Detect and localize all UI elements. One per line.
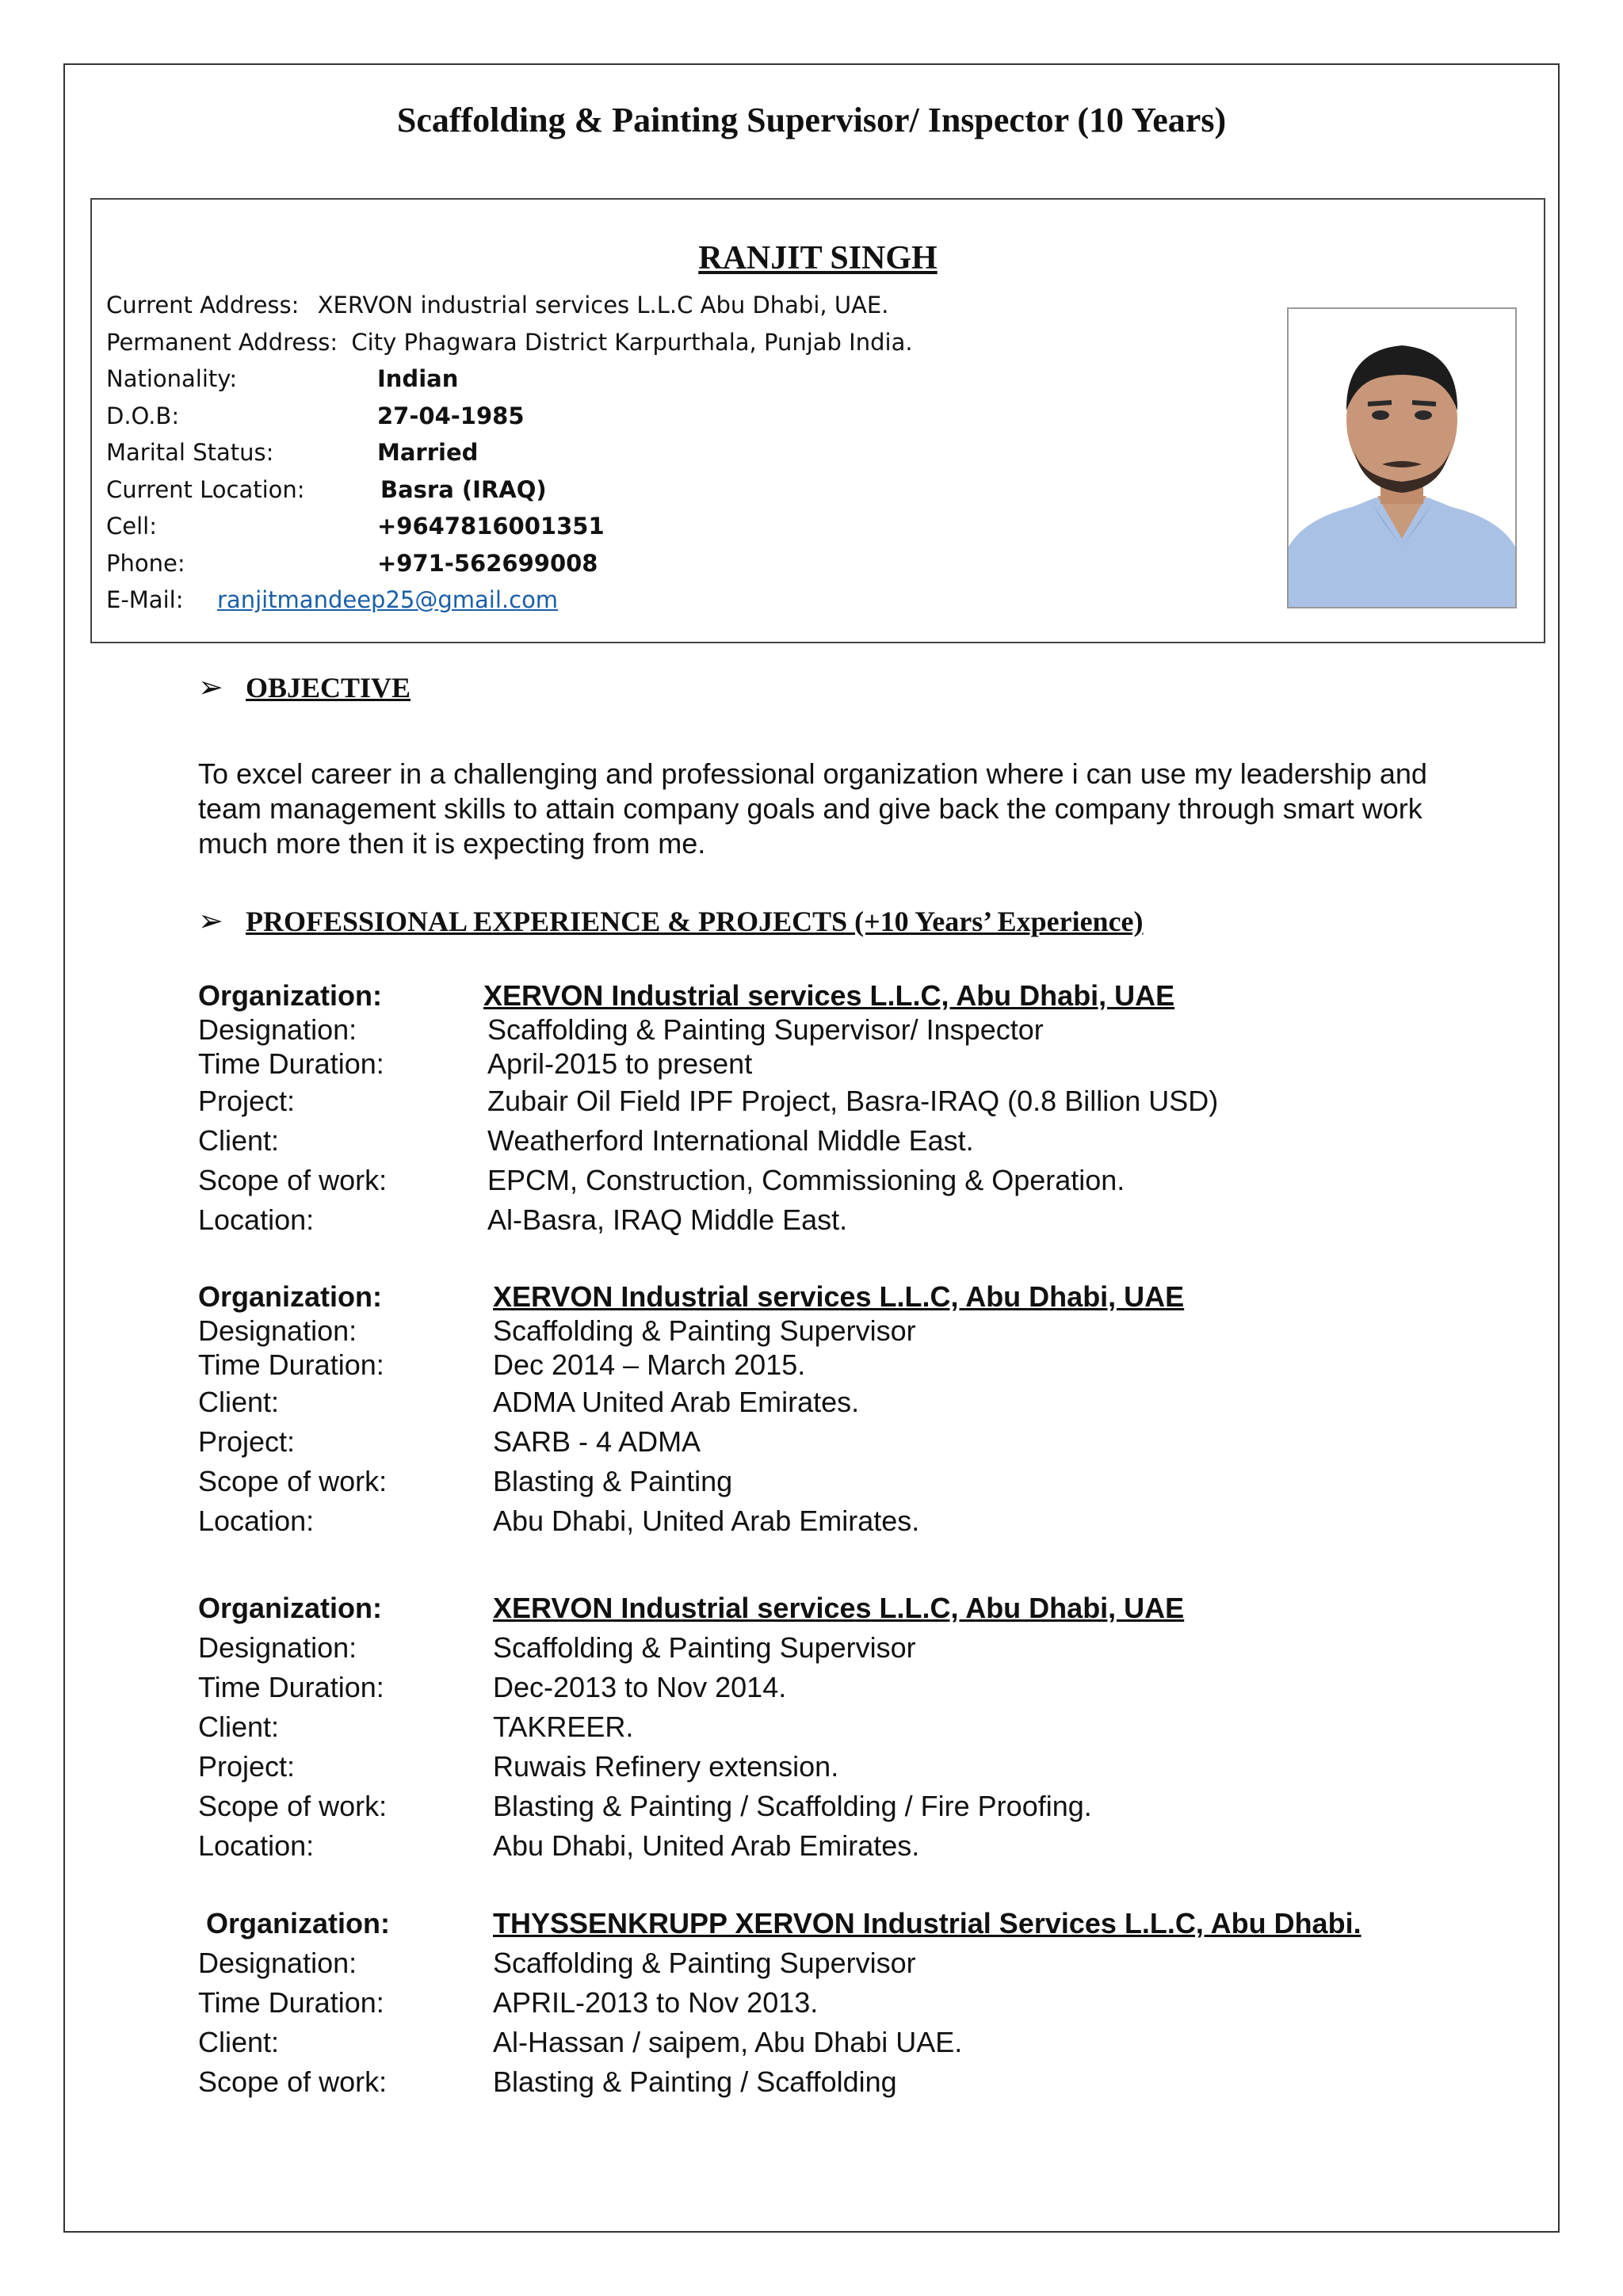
organization-row xyxy=(198,1280,1184,1314)
detail-row xyxy=(198,2062,1361,2102)
detail-value: Blasting & Painting / Scaffolding / Fire Proofing. xyxy=(493,1790,1092,1822)
detail-row xyxy=(198,1013,1218,1047)
phone-label: Phone: xyxy=(106,549,185,577)
email-row xyxy=(106,582,913,619)
organization-row xyxy=(198,978,1218,1013)
detail-label: Client: xyxy=(198,1124,280,1157)
detail-label: Scope of work: xyxy=(198,1164,388,1196)
detail-value: Weatherford International Middle East. xyxy=(487,1124,974,1157)
permanent-address-row xyxy=(106,324,913,361)
detail-value: Blasting & Painting xyxy=(493,1465,733,1497)
detail-row xyxy=(198,1422,1184,1462)
detail-value: Al-Hassan / saipem, Abu Dhabi UAE. xyxy=(493,2026,963,2058)
detail-label: Location: xyxy=(198,1203,315,1236)
detail-value: Zubair Oil Field IPF Project, Basra-IRAQ (0.8 Billion USD) xyxy=(487,1085,1219,1117)
current-address-row xyxy=(106,287,913,324)
detail-row xyxy=(198,1200,1218,1240)
permanent-address-label: Permanent Address: xyxy=(106,328,338,356)
permanent-address-value: City Phagwara District Karpurthala, Punjab India. xyxy=(351,328,913,356)
nationality-row xyxy=(106,360,913,398)
marital-status-row xyxy=(106,434,913,471)
organization-row xyxy=(198,1589,1184,1628)
detail-value: Scaffolding & Painting Supervisor/ Inspector xyxy=(487,1013,1044,1046)
nationality-label: Nationality: xyxy=(106,365,238,392)
detail-value: Dec-2013 to Nov 2014. xyxy=(493,1671,787,1703)
cell-label: Cell: xyxy=(106,513,157,540)
current-location-value: Basra (IRAQ) xyxy=(380,475,547,503)
detail-value: Abu Dhabi, United Arab Emirates. xyxy=(493,1829,920,1862)
profile-photo xyxy=(1287,307,1517,608)
dob-label: D.O.B: xyxy=(106,402,180,429)
detail-value: SARB - 4 ADMA xyxy=(493,1425,701,1458)
detail-label: Designation: xyxy=(198,1314,357,1347)
detail-label: Designation: xyxy=(198,1013,357,1046)
detail-row xyxy=(198,1668,1184,1707)
detail-row xyxy=(198,1628,1184,1668)
phone-value: +971-562699008 xyxy=(377,549,598,577)
detail-label: Scope of work: xyxy=(198,1465,388,1497)
detail-row xyxy=(198,2023,1361,2062)
document-title: Scaffolding & Painting Supervisor/ Inspector (10 Years) xyxy=(396,101,1227,139)
personal-info-box xyxy=(90,198,1545,643)
organization-value: XERVON Industrial services L.L.C, Abu Dhabi, UAE xyxy=(493,1280,1185,1313)
email-link[interactable]: ranjitmandeep25@gmail.com xyxy=(217,586,559,613)
detail-label: Time Duration: xyxy=(198,1348,384,1381)
phone-row xyxy=(106,545,913,582)
organization-row xyxy=(198,1904,1361,1943)
detail-value: EPCM, Construction, Commissioning & Operation. xyxy=(487,1164,1125,1196)
organization-label: Organization: xyxy=(198,979,382,1012)
detail-value: Scaffolding & Painting Supervisor xyxy=(493,1947,916,1979)
detail-label: Scope of work: xyxy=(198,1790,388,1822)
detail-value: TAKREER. xyxy=(493,1711,634,1743)
cell-value: +9647816001351 xyxy=(377,513,605,540)
organization-value: THYSSENKRUPP XERVON Industrial Services L.L.C, Abu Dhabi. xyxy=(493,1907,1361,1939)
detail-value: Scaffolding & Painting Supervisor xyxy=(493,1314,916,1347)
dob-row xyxy=(106,398,913,435)
cell-row xyxy=(106,508,913,545)
detail-value: Al-Basra, IRAQ Middle East. xyxy=(487,1203,848,1236)
profile-photo-portrait xyxy=(1289,309,1515,607)
detail-label: Project: xyxy=(198,1085,296,1117)
detail-row xyxy=(198,1121,1218,1161)
detail-label: Location: xyxy=(198,1505,315,1537)
experience-entry xyxy=(198,978,1218,1240)
detail-value: ADMA United Arab Emirates. xyxy=(493,1386,860,1418)
marital-status-value: Married xyxy=(377,439,479,466)
detail-label: Time Duration: xyxy=(198,1047,384,1080)
detail-row xyxy=(198,1787,1184,1826)
detail-row xyxy=(198,1501,1184,1541)
experience-entry xyxy=(198,1280,1184,1541)
detail-row xyxy=(198,1707,1184,1747)
arrow-bullet-icon: ➢ xyxy=(198,669,223,704)
detail-label: Time Duration: xyxy=(198,1671,384,1703)
experience-entry xyxy=(198,1904,1361,2102)
detail-value: Scaffolding & Painting Supervisor xyxy=(493,1631,916,1664)
email-label: E-Mail: xyxy=(106,586,184,613)
detail-row xyxy=(198,1983,1361,2023)
candidate-name: RANJIT SINGH xyxy=(698,240,938,277)
organization-value: XERVON Industrial services L.L.C, Abu Dhabi, UAE xyxy=(493,1592,1185,1624)
detail-row xyxy=(198,1161,1218,1200)
detail-row xyxy=(198,1383,1184,1422)
detail-label: Location: xyxy=(198,1829,315,1862)
detail-row xyxy=(198,1747,1184,1787)
detail-row xyxy=(198,1348,1184,1383)
organization-label: Organization: xyxy=(198,1592,382,1624)
detail-row xyxy=(198,1314,1184,1348)
marital-status-label: Marital Status: xyxy=(106,439,274,466)
detail-label: Scope of work: xyxy=(198,2065,388,2098)
detail-value: April-2015 to present xyxy=(487,1047,753,1080)
detail-row xyxy=(198,1081,1218,1121)
detail-value: Abu Dhabi, United Arab Emirates. xyxy=(493,1505,920,1537)
detail-label: Client: xyxy=(198,2026,280,2058)
detail-row xyxy=(198,1462,1184,1501)
dob-value: 27-04-1985 xyxy=(377,402,525,429)
detail-value: Ruwais Refinery extension. xyxy=(493,1750,839,1783)
detail-label: Client: xyxy=(198,1711,280,1743)
detail-value: Blasting & Painting / Scaffolding xyxy=(493,2065,897,2098)
personal-details xyxy=(106,287,913,619)
detail-row xyxy=(198,1826,1184,1866)
objective-text: To excel career in a challenging and professional organization where i can use my leadership and team management skills to attain company goals and give back the company through smart work much more then it is expecting from me. xyxy=(198,757,1427,860)
organization-label: Organization: xyxy=(198,1280,382,1313)
current-location-label: Current Location: xyxy=(106,475,305,503)
detail-label: Project: xyxy=(198,1750,296,1783)
detail-label: Time Duration: xyxy=(198,1986,384,2019)
current-address-value: XERVON industrial services L.L.C Abu Dhabi, UAE. xyxy=(317,292,889,318)
experience-heading-text: PROFESSIONAL EXPERIENCE & PROJECTS (+10 Years’ Experience) xyxy=(246,906,1144,937)
detail-row xyxy=(198,1943,1361,1983)
detail-value: Dec 2014 – March 2015. xyxy=(493,1348,806,1381)
detail-label: Designation: xyxy=(198,1631,357,1664)
objective-heading xyxy=(198,669,411,704)
current-location-row xyxy=(106,471,913,509)
detail-label: Project: xyxy=(198,1425,296,1458)
arrow-bullet-icon: ➢ xyxy=(198,903,223,938)
detail-label: Designation: xyxy=(198,1947,357,1979)
detail-label: Client: xyxy=(198,1386,280,1418)
detail-row xyxy=(198,1047,1218,1081)
experience-entry xyxy=(198,1589,1184,1866)
experience-heading xyxy=(198,903,1144,938)
current-address-label: Current Address: xyxy=(106,292,300,318)
organization-value: XERVON Industrial services L.L.C, Abu Dhabi, UAE xyxy=(483,979,1175,1012)
organization-label: Organization: xyxy=(206,1907,390,1939)
objective-heading-text: OBJECTIVE xyxy=(246,672,411,704)
detail-value: APRIL-2013 to Nov 2013. xyxy=(493,1986,819,2019)
nationality-value: Indian xyxy=(377,365,459,392)
